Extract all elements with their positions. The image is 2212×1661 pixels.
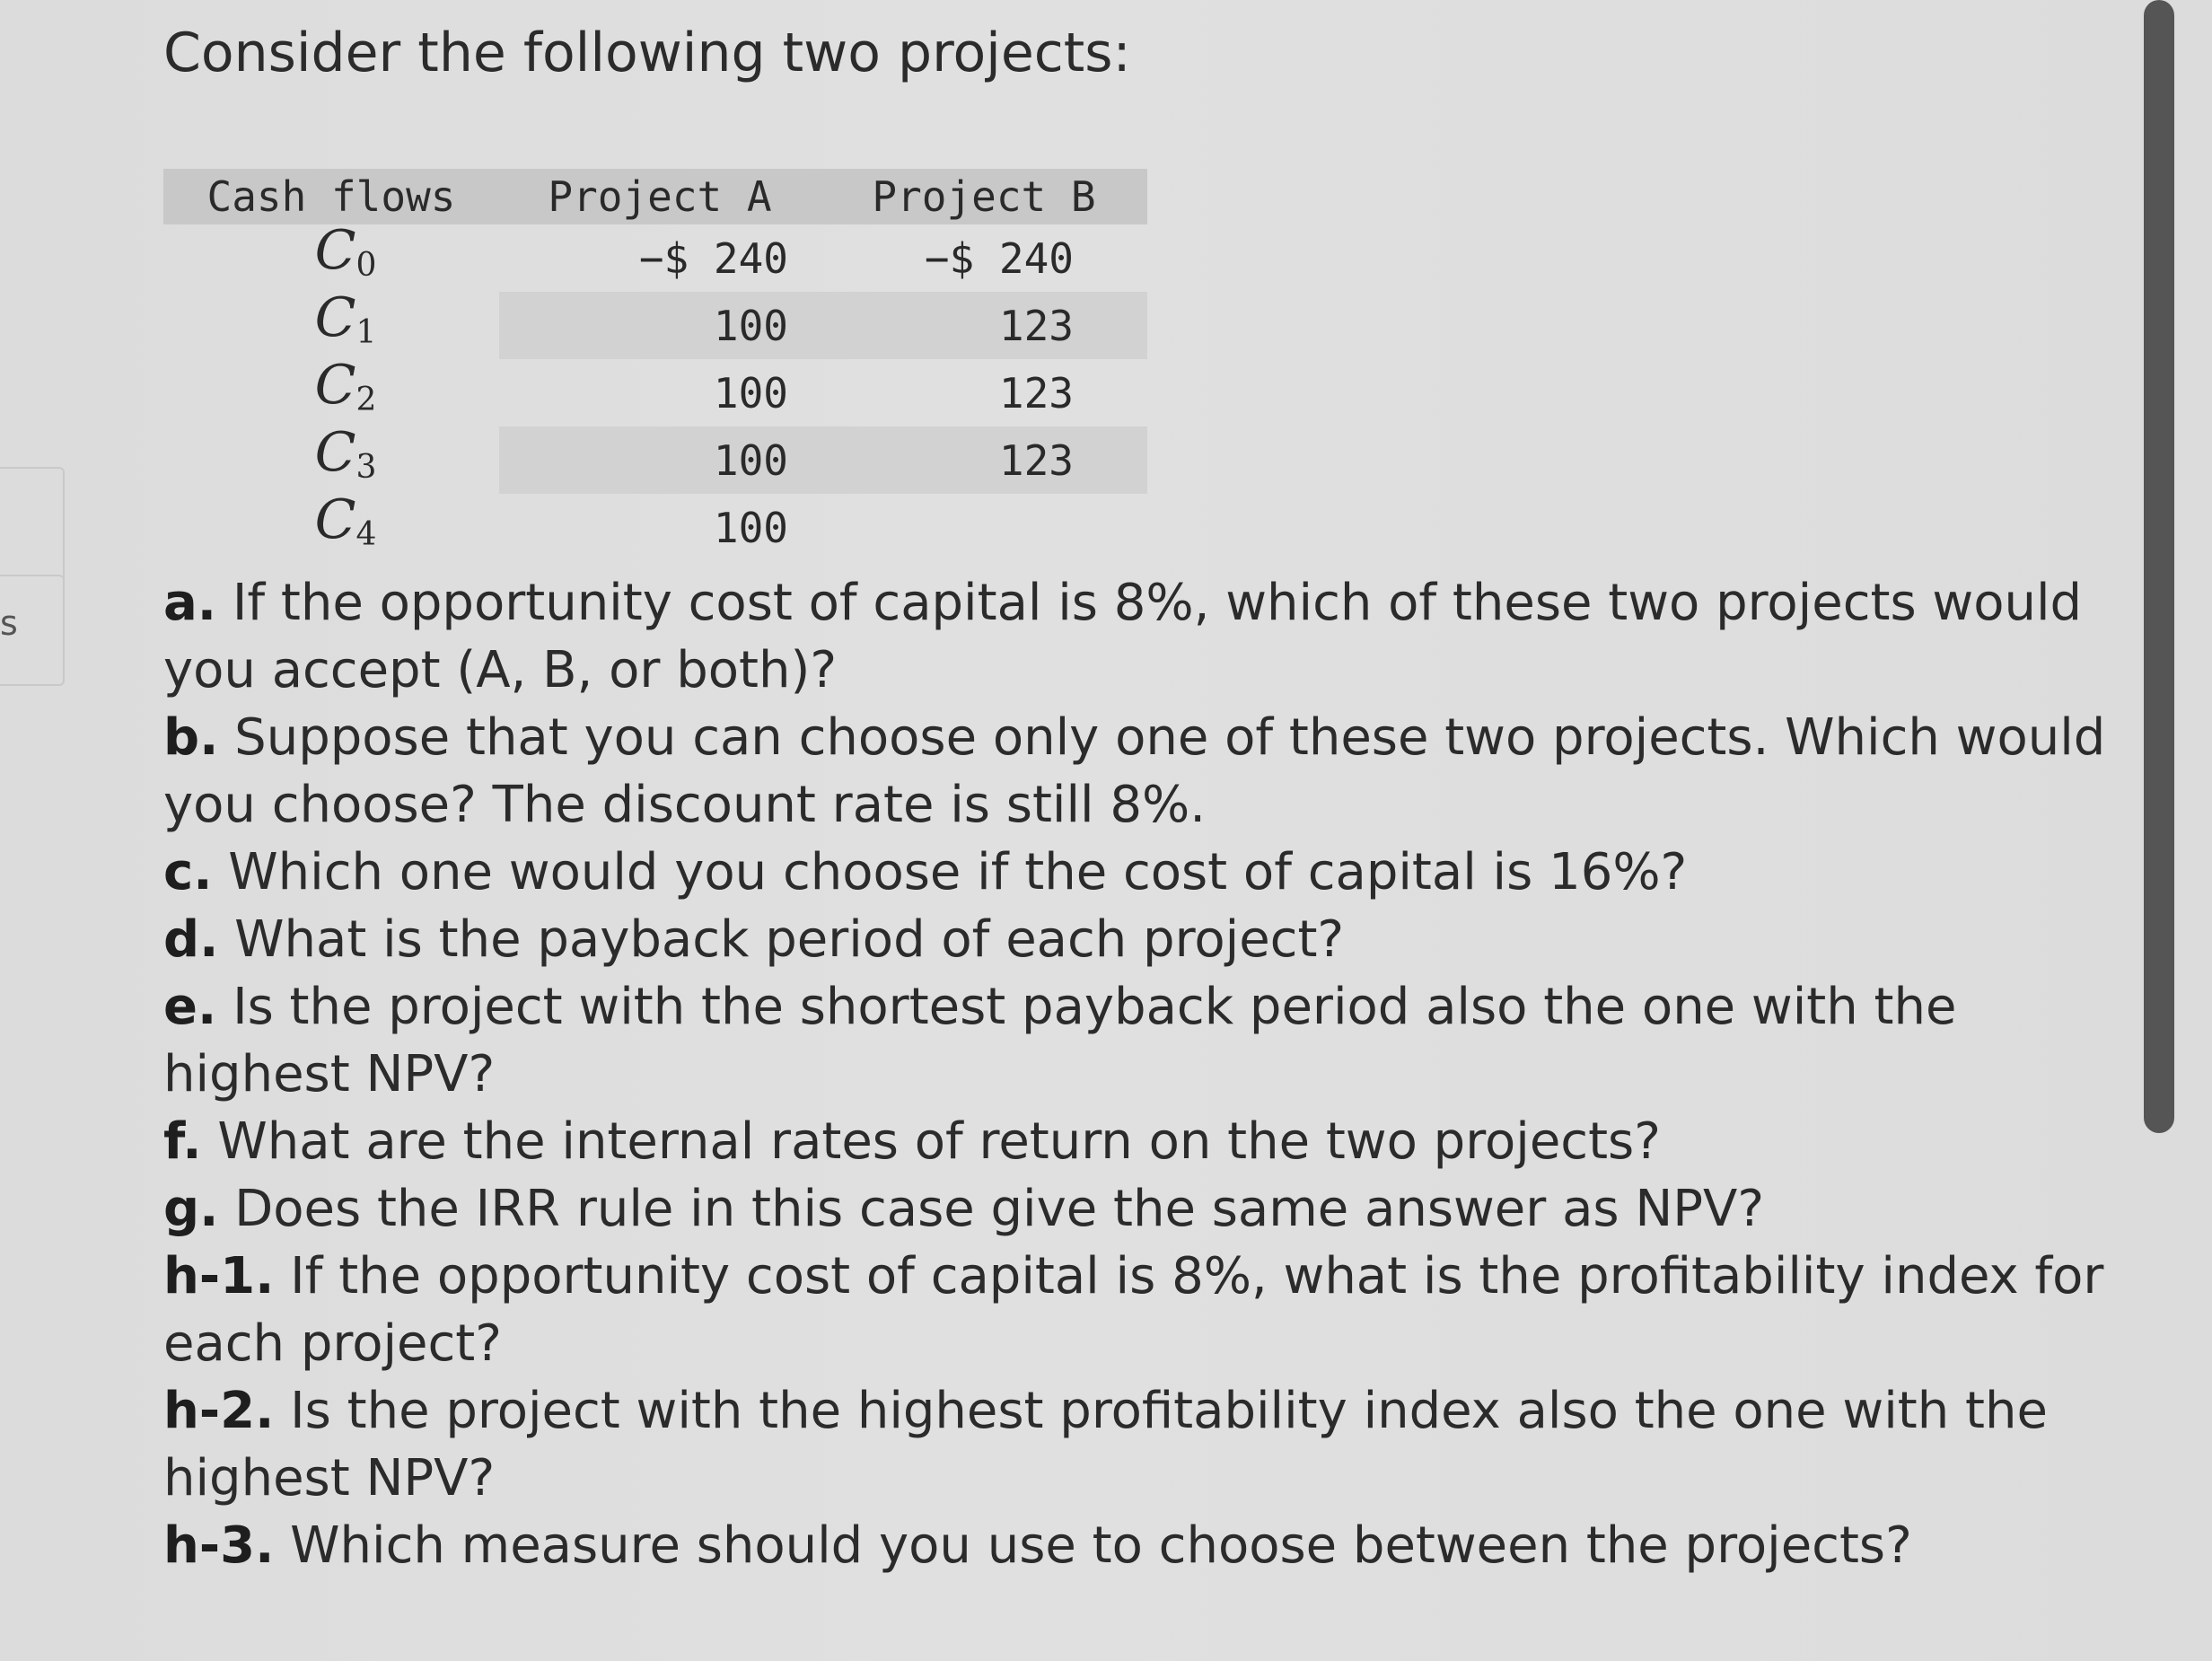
table-header-row — [163, 169, 1147, 224]
question-e: e. Is the project with the shortest payback period also the one with the highest NPV? — [163, 978, 1957, 1103]
project-b-value: 123 — [998, 301, 1074, 350]
question-list — [163, 569, 2138, 1579]
question-c: c. Which one would you choose if the cost of capital is 16%? — [163, 843, 1688, 901]
project-b-value: 123 — [998, 435, 1074, 485]
header-project-a: Project A — [499, 169, 821, 224]
project-a-value: 100 — [713, 301, 788, 350]
project-a-value: 100 — [713, 503, 788, 552]
table-row — [163, 292, 1147, 359]
cash-flow-symbol: $C_1$ — [314, 286, 377, 351]
problem-intro: Consider the following two projects: — [163, 22, 1131, 84]
project-a-value: 100 — [713, 368, 788, 417]
project-b-value: 123 — [998, 368, 1074, 417]
cash-flow-symbol: $C_0$ — [314, 219, 377, 284]
project-a-value: −$ 240 — [638, 233, 788, 283]
question-b: b. Suppose that you can choose only one of these two projects. Which would you choose? The discount rate is still 8%. — [163, 708, 2106, 834]
cash-flow-symbol: $C_3$ — [314, 421, 377, 486]
question-h1: h-1. If the opportunity cost of capital is 8%, what is the profitability index for each project? — [163, 1247, 2104, 1373]
cash-flow-symbol: $C_2$ — [314, 354, 377, 418]
project-b-value: −$ 240 — [924, 233, 1074, 283]
question-d: d. What is the payback period of each project? — [163, 910, 1345, 969]
question-f: f. What are the internal rates of return on the two projects? — [163, 1112, 1661, 1171]
question-g: g. Does the IRR rule in this case give the same answer as NPV? — [163, 1180, 1765, 1238]
side-panel-text-fragment: s — [0, 603, 18, 643]
cash-flow-table — [163, 169, 1147, 561]
scrollbar-thumb[interactable] — [2144, 0, 2174, 1133]
question-h2: h-2. Is the project with the highest profitability index also the one with the highest NPV? — [163, 1382, 2048, 1507]
table-row — [163, 359, 1147, 426]
question-h3: h-3. Which measure should you use to choose between the projects? — [163, 1516, 1912, 1575]
header-project-b: Project B — [821, 169, 1147, 224]
table-row — [163, 494, 1147, 561]
project-a-value: 100 — [713, 435, 788, 485]
table-row — [163, 224, 1147, 292]
header-cash-flows: Cash flows — [163, 169, 499, 224]
table-row — [163, 426, 1147, 494]
question-a: a. If the opportunity cost of capital is 8%, which of these two projects would you accept (A, B, or both)? — [163, 574, 2083, 699]
cash-flow-symbol: $C_4$ — [314, 488, 377, 553]
